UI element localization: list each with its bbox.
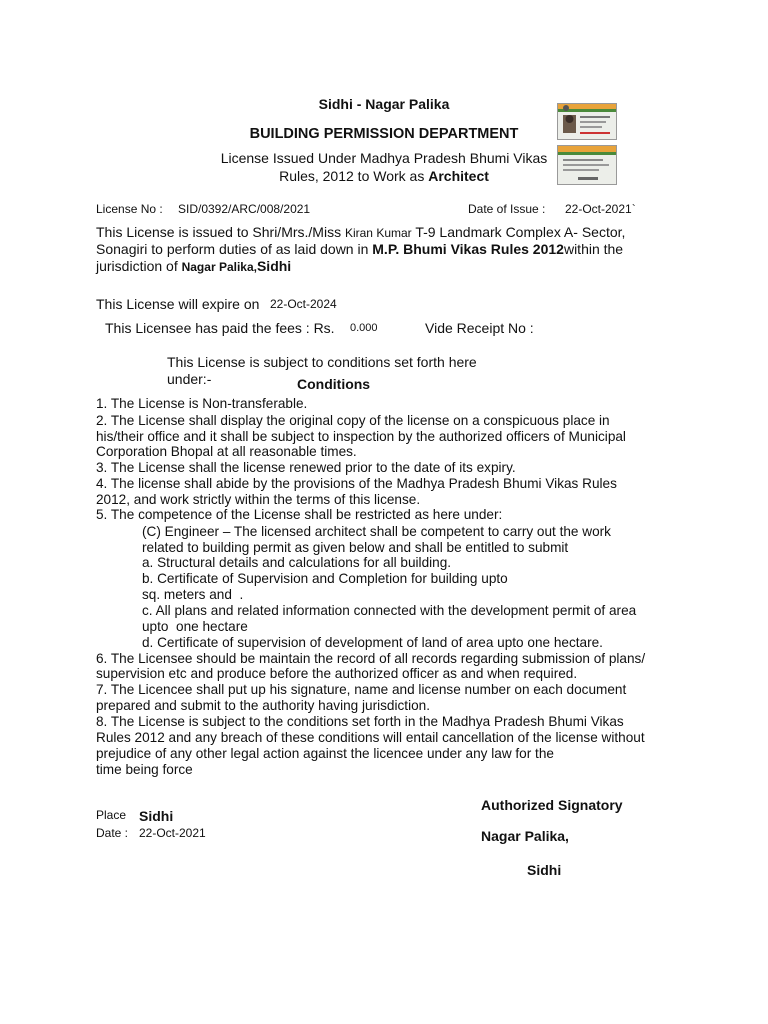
condition-line: b. Certificate of Supervision and Completion for building upto — [142, 571, 508, 586]
license-no-label: License No : — [96, 202, 163, 216]
condition-line: time being force — [96, 762, 193, 777]
date-value: 22-Oct-2021 — [139, 826, 206, 840]
issued-to-line2-end: within the — [563, 241, 624, 257]
condition-line: 8. The License is subject to the conditions set forth in the Madhya Pradesh Bhumi Vikas — [96, 714, 624, 729]
issued-under-line1: License Issued Under Madhya Pradesh Bhumi Vikas — [220, 150, 548, 166]
license-role: Architect — [428, 168, 489, 184]
id-card-back-image — [557, 145, 617, 185]
conditions-heading: Conditions — [297, 376, 371, 392]
date-of-issue-value: 22-Oct-2021` — [565, 202, 636, 216]
receipt-label: Vide Receipt No : — [425, 320, 534, 336]
fees-label: This Licensee has paid the fees : Rs. — [105, 320, 335, 336]
condition-line: sq. meters and . — [142, 587, 244, 602]
issued-under-line2 — [0, 168, 768, 184]
id-card-front-graphic — [558, 104, 616, 139]
expiry-label: This License will expire on — [96, 296, 260, 312]
issued-to-prefix: This License is issued to Shri/Mrs./Miss — [96, 224, 342, 240]
department-title: BUILDING PERMISSION DEPARTMENT — [249, 126, 519, 142]
fees-value: 0.000 — [350, 322, 378, 334]
condition-line: Rules 2012 and any breach of these conditions will entail cancellation of the license without — [96, 730, 645, 745]
condition-line: 5. The competence of the License shall be restricted as here under: — [96, 507, 503, 522]
issued-to-line2 — [96, 241, 623, 257]
licensee-address: T-9 Landmark Complex A- Sector, — [415, 224, 626, 240]
condition-line: d. Certificate of supervision of development of land of area upto one hectare. — [142, 635, 603, 650]
license-no-value: SID/0392/ARC/008/2021 — [178, 202, 311, 216]
signatory-body: Nagar Palika, — [481, 828, 569, 844]
signatory-title: Authorized Signatory — [481, 797, 623, 813]
condition-line: related to building permit as given below and shall be entitled to submit — [142, 540, 569, 555]
place-value: Sidhi — [139, 808, 174, 824]
id-card-back-graphic — [558, 146, 616, 184]
subject-line1: This License is subject to conditions set forth here — [167, 354, 477, 370]
condition-line: Corporation Bhopal at all reasonable times. — [96, 444, 357, 459]
condition-line: prejudice of any other legal action against the licencee under any law for the — [96, 746, 554, 761]
place-label: Place — [96, 808, 127, 822]
condition-line: (C) Engineer – The licensed architect shall be competent to carry out the work — [142, 524, 611, 539]
licensee-name: Kiran Kumar — [344, 226, 412, 240]
org-title: Sidhi - Nagar Palika — [318, 96, 450, 112]
date-of-issue-label: Date of Issue : — [468, 202, 546, 216]
condition-line: 6. The Licensee should be maintain the record of all records regarding submission of plans/ — [96, 651, 646, 666]
condition-line: c. All plans and related information connected with the development permit of area — [142, 603, 637, 618]
condition-line: 2. The License shall display the original copy of the license on a conspicuous place in — [96, 413, 610, 428]
condition-line: upto one hectare — [142, 619, 248, 634]
condition-line: 3. The License shall the license renewed prior to the date of its expiry. — [96, 460, 516, 475]
condition-line: prepared and submit to the authority having jurisdiction. — [96, 698, 430, 713]
issued-to-line3 — [96, 258, 291, 274]
id-card-front-image — [557, 103, 617, 140]
condition-line: his/their office and it shall be subject to inspection by the authorized officers of Municipal — [96, 429, 626, 444]
subject-line2: under:- — [167, 371, 212, 387]
signatory-city: Sidhi — [527, 862, 562, 878]
condition-line: 2012, and work strictly within the terms of this license. — [96, 492, 421, 507]
issued-to-line1 — [96, 224, 625, 240]
issued-under-text: Rules, 2012 to Work as — [279, 168, 429, 184]
condition-line: 1. The License is Non-transferable. — [96, 396, 308, 411]
condition-line: supervision etc and produce before the authorized officer as and when required. — [96, 666, 578, 681]
rules-name: M.P. Bhumi Vikas Rules 2012 — [372, 241, 564, 257]
expiry-value: 22-Oct-2024 — [270, 297, 337, 311]
issued-to-line2-text: Sonagiri to perform duties of as laid down in — [96, 241, 369, 257]
condition-line: 4. The license shall abide by the provisions of the Madhya Pradesh Bhumi Vikas Rules — [96, 476, 617, 491]
condition-line: a. Structural details and calculations for all building. — [142, 555, 452, 570]
date-label: Date : — [96, 826, 129, 840]
jurisdiction-city: Sidhi — [256, 258, 292, 274]
jurisdiction-text: jurisdiction of — [96, 258, 178, 274]
jurisdiction-body: Nagar Palika, — [181, 260, 257, 274]
condition-line: 7. The Licencee shall put up his signature, name and license number on each document — [96, 682, 627, 697]
